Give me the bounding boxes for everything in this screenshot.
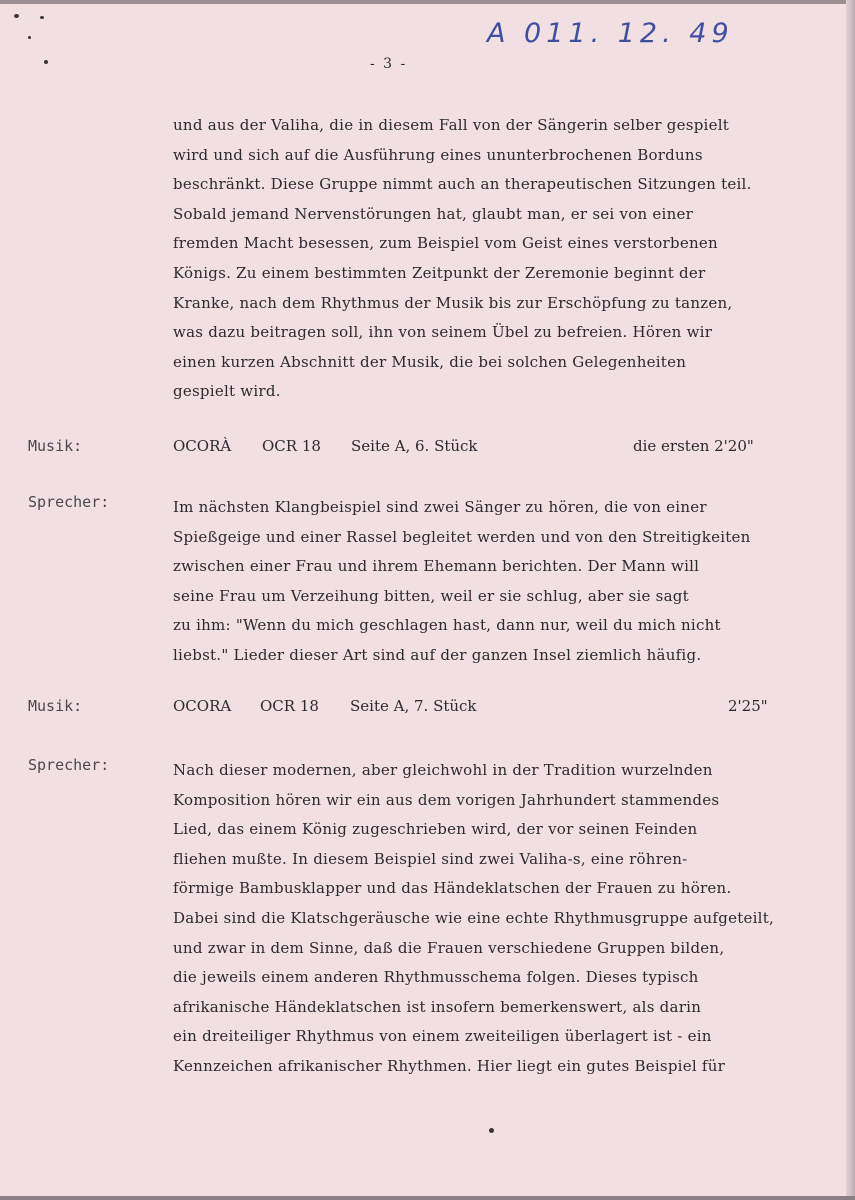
music-reference: [173, 437, 778, 457]
text-line: Lied, das einem König zugeschrieben wird, der vor seinen Feinden: [173, 820, 698, 839]
text-line: fliehen mußte. In diesem Beispiel sind zwei Valiha-s, eine röhren-: [173, 849, 688, 868]
music-reference: [173, 697, 778, 717]
text-line: Kranke, nach dem Rhythmus der Musik bis zur Erschöpfung zu tanzen,: [173, 293, 733, 312]
scan-speck: [44, 60, 48, 64]
text-line: zwischen einer Frau und ihrem Ehemann berichten. Der Mann will: [173, 557, 700, 576]
scan-speck: [40, 16, 44, 19]
scan-speck: [28, 36, 31, 39]
role-label-speaker: Sprecher:: [28, 756, 110, 774]
role-label-music: Musik:: [28, 437, 83, 455]
record-side-track: Seite A, 7. Stück: [350, 697, 477, 715]
role-label-music: Musik:: [28, 697, 83, 715]
text-line: ein dreiteiliger Rhythmus von einem zweiteiligen überlagert ist - ein: [173, 1027, 712, 1046]
text-line: Kennzeichen afrikanischer Rhythmen. Hier liegt ein gutes Beispiel für: [173, 1056, 726, 1075]
record-label: OCORÀ: [173, 437, 232, 455]
handwritten-archive-number: A 011. 12. 49: [487, 18, 734, 49]
paragraph-speaker-1: [173, 493, 833, 671]
text-line: Nach dieser modernen, aber gleichwohl in der Tradition wurzelnden: [173, 761, 713, 779]
text-line: beschränkt. Diese Gruppe nimmt auch an therapeutischen Sitzungen teil.: [173, 175, 752, 194]
text-line: die jeweils einem anderen Rhythmusschema folgen. Dieses typisch: [173, 968, 699, 987]
catalog-number: OCR 18: [260, 697, 319, 715]
text-line: und zwar in dem Sinne, daß die Frauen verschiedene Gruppen bilden,: [173, 938, 725, 957]
duration: 2'25": [728, 697, 768, 715]
text-line: gespielt wird.: [173, 382, 281, 401]
record-label: OCORA: [173, 697, 232, 715]
text-line: seine Frau um Verzeihung bitten, weil er sie schlug, aber sie sagt: [173, 586, 689, 605]
top-scan-edge: [0, 0, 855, 4]
text-line: und aus der Valiha, die in diesem Fall von der Sängerin selber gespielt: [173, 116, 730, 134]
record-side-track: Seite A, 6. Stück: [351, 437, 478, 455]
text-line: Königs. Zu einem bestimmten Zeitpunkt der Zeremonie beginnt der: [173, 263, 706, 282]
text-line: Dabei sind die Klatschgeräusche wie eine echte Rhythmusgruppe aufgeteilt,: [173, 908, 775, 927]
text-line: Im nächsten Klangbeispiel sind zwei Sänger zu hören, die von einer: [173, 498, 707, 516]
text-line: Sobald jemand Nervenstörungen hat, glaubt man, er sei von einer: [173, 204, 694, 223]
bottom-scan-edge: [0, 1196, 855, 1200]
text-line: zu ihm: "Wenn du mich geschlagen hast, dann nur, weil du mich nicht: [173, 616, 721, 635]
paragraph-intro: [173, 111, 833, 407]
scan-speck: [14, 14, 19, 18]
text-line: was dazu beitragen soll, ihn von seinem Übel zu befreien. Hören wir: [173, 323, 713, 342]
text-line: förmige Bambusklapper und das Händeklatschen der Frauen zu hören.: [173, 879, 732, 898]
right-scan-edge: [846, 0, 855, 1200]
text-line: einen kurzen Abschnitt der Musik, die bei solchen Gelegenheiten: [173, 352, 687, 371]
page-number: - 3 -: [370, 56, 408, 72]
scan-speck: [489, 1128, 494, 1133]
duration: die ersten 2'20": [633, 437, 754, 455]
role-label-speaker: Sprecher:: [28, 493, 110, 511]
text-line: Komposition hören wir ein aus dem vorigen Jahrhundert stammendes: [173, 790, 720, 809]
text-line: liebst." Lieder dieser Art sind auf der ganzen Insel ziemlich häufig.: [173, 645, 702, 664]
text-line: wird und sich auf die Ausführung eines ununterbrochenen Borduns: [173, 145, 703, 164]
text-line: afrikanische Händeklatschen ist insofern bemerkenswert, als darin: [173, 997, 702, 1016]
text-line: Spießgeige und einer Rassel begleitet werden und von den Streitigkeiten: [173, 527, 751, 546]
paragraph-speaker-2: [173, 756, 833, 1082]
catalog-number: OCR 18: [262, 437, 321, 455]
text-line: fremden Macht besessen, zum Beispiel vom Geist eines verstorbenen: [173, 234, 718, 253]
